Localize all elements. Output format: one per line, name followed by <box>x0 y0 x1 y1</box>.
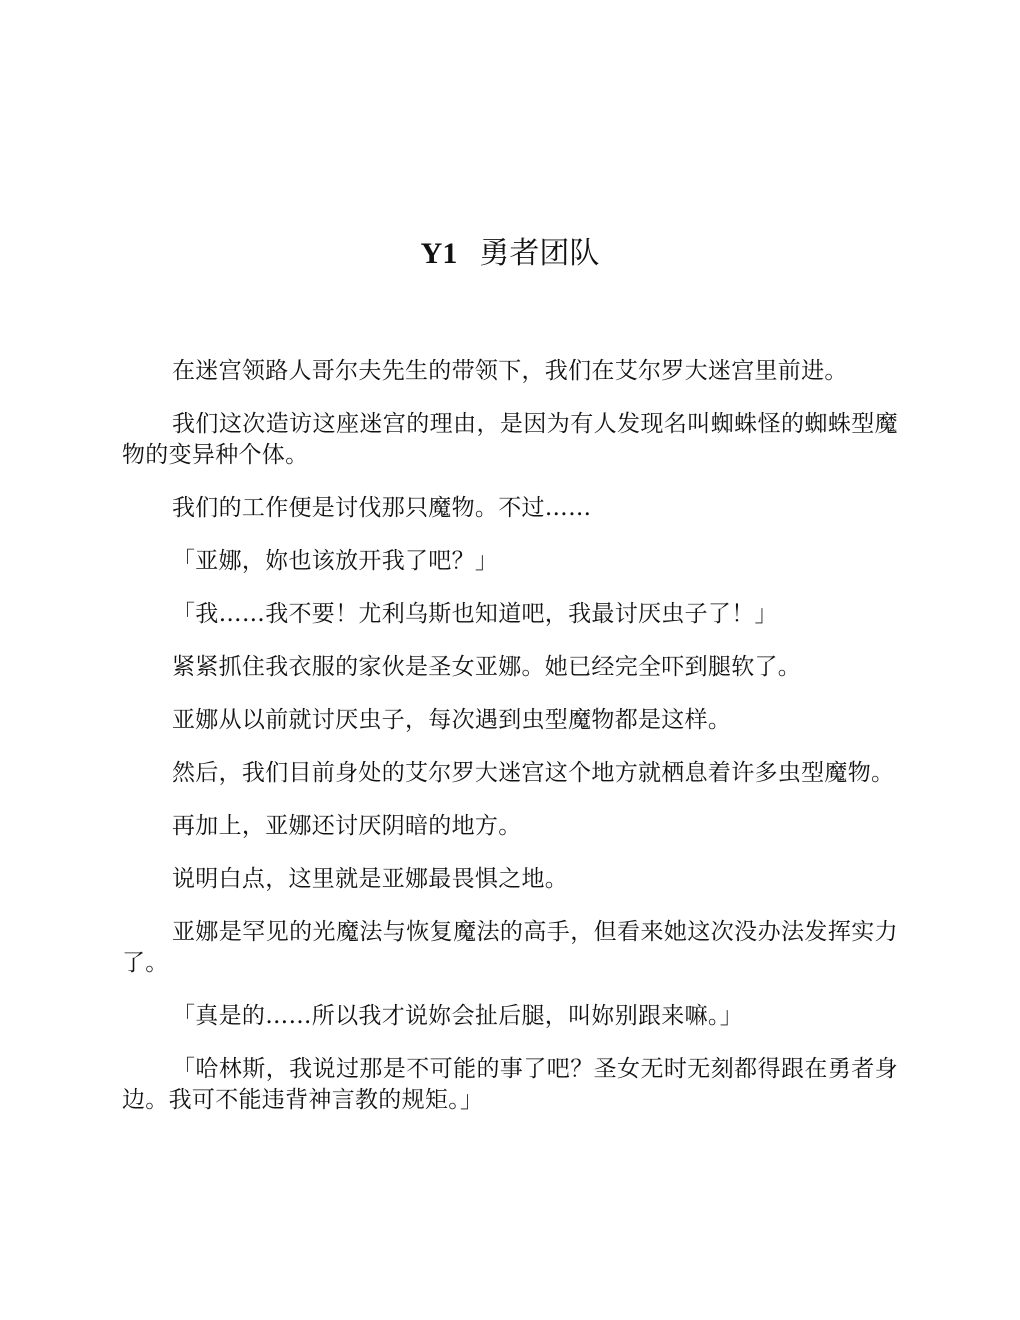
paragraph: 说明白点，这里就是亚娜最畏惧之地。 <box>172 866 569 892</box>
paragraph: 紧紧抓住我衣服的家伙是圣女亚娜。她已经完全吓到腿软了。 <box>172 654 802 680</box>
paragraph: 在迷宫领路人哥尔夫先生的带领下，我们在艾尔罗大迷宫里前进。 <box>172 358 848 384</box>
paragraph: 亚娜从以前就讨厌虫子，每次遇到虫型魔物都是这样。 <box>172 707 732 733</box>
chapter-body <box>122 356 898 1138</box>
paragraph: 再加上，亚娜还讨厌阴暗的地方。 <box>172 813 522 839</box>
paragraph: 亚娜是罕见的光魔法与恢复魔法的高手，但看来她这次没办法发挥实力了。 <box>122 919 898 976</box>
dialogue-paragraph: 「亚娜，妳也该放开我了吧？」 <box>172 548 499 574</box>
chapter-number: Y1 <box>420 237 458 270</box>
paragraph: 我们这次造访这座迷宫的理由，是因为有人发现名叫蜘蛛怪的蜘蛛型魔物的变异种个体。 <box>122 411 898 468</box>
paragraph: 我们的工作便是讨伐那只魔物。不过…… <box>172 495 592 521</box>
chapter-title: 勇者团队 <box>479 236 600 271</box>
paragraph: 然后，我们目前身处的艾尔罗大迷宫这个地方就栖息着许多虫型魔物。 <box>172 760 895 786</box>
dialogue-paragraph: 「真是的……所以我才说妳会扯后腿，叫妳别跟来嘛。」 <box>172 1003 743 1029</box>
chapter-heading <box>0 232 1020 276</box>
dialogue-paragraph: 「哈林斯，我说过那是不可能的事了吧？圣女无时无刻都得跟在勇者身边。我可不能违背神言教的规矩。」 <box>122 1056 898 1113</box>
dialogue-paragraph: 「我……我不要！尤利乌斯也知道吧，我最讨厌虫子了！」 <box>172 601 778 627</box>
